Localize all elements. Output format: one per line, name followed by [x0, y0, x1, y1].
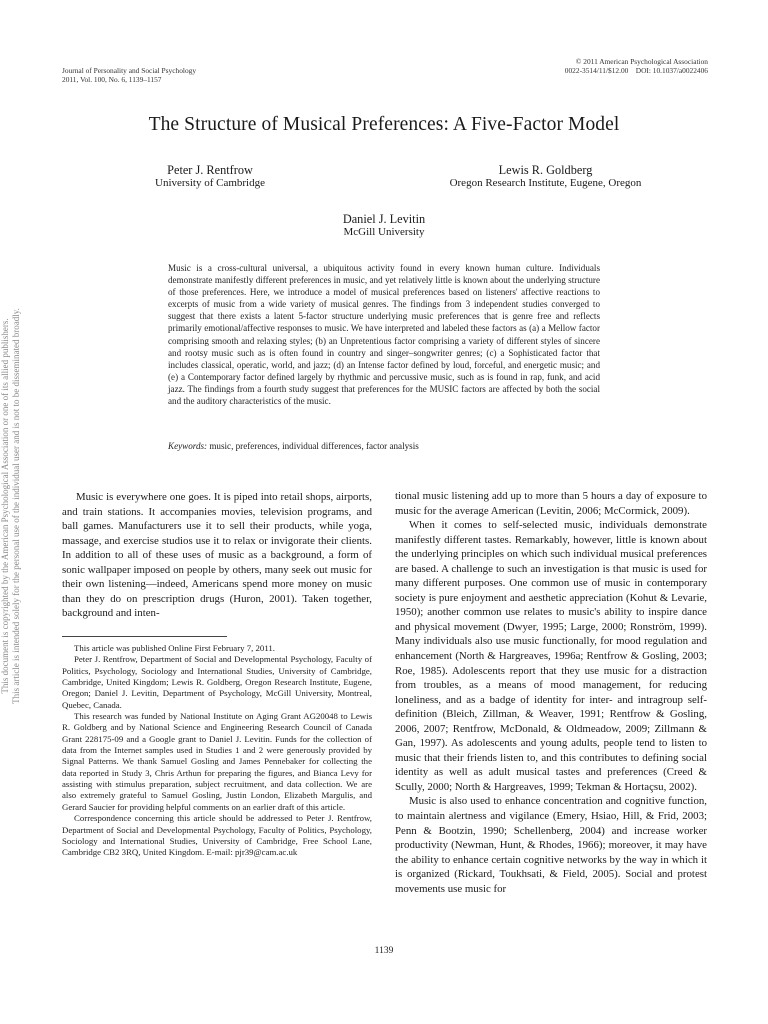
footnote-funding: This research was funded by National Institute on Aging Grant AG20048 to Lewis R. Goldberg and by National Science and Engineering Research Council of Canada Grant 228175-09 and a Google grant to Daniel J. Levitin. Funds for the collection of data from the Internet samples used in Studies 1 and 2 were generously provided by Signal Patterns. We thank Samuel Gosling and James Pennebaker for collecting the data reported in Study 3, Chris Arthun for preparing the figures, and Bianca Levy for assisting with stimulus preparation, subject recruitment, and data collection. We are also extremely grateful to Samuel Gosling, Justin London, Elizabeth Margulis, and Gerard Saucier for providing helpful comments on an earlier draft of this article.	[62, 711, 372, 812]
author-block-3	[284, 212, 484, 239]
footnote-affiliations: Peter J. Rentfrow, Department of Social and Developmental Psychology, Faculty of Politics, Psychology, Sociology and International Studies, University of Cambridge, Cambridge, United Kingdom; Lewis R. Goldberg, Oregon Research Institute, Eugene, Oregon; Daniel J. Levitin, Department of Psychology, McGill University, Montreal, Quebec, Canada.	[62, 654, 372, 710]
page-number: 1139	[374, 946, 394, 956]
author-name: Peter J. Rentfrow	[167, 163, 253, 177]
copyright-line: © 2011 American Psychological Association	[575, 57, 708, 66]
author-block-1	[110, 163, 310, 190]
footnote-divider	[62, 636, 227, 637]
body-paragraph: tional music listening add up to more than 5 hours a day of exposure to music for the average American (Levitin, 2006; McCormick, 2009).	[395, 490, 707, 517]
keywords-text: music, preferences, individual differences, factor analysis	[209, 441, 419, 451]
abstract: Music is a cross-cultural universal, a ubiquitous activity found in every known human culture. Individuals demonstrate manifestly different preferences in music, and yet relatively little is known about the underlying structure of those preferences. Here, we introduce a model of musical preferences based on listeners' affective reactions to excerpts of music from a wide variety of musical genres. The findings from 3 independent studies converged to suggest that there exists a latent 5-factor structure underlying music preferences that is genre free and reflects primarily emotional/affective responses to music. We have interpreted and labeled these factors as (a) a Mellow factor comprising smooth and relaxing styles; (b) an Unpretentious factor comprising a variety of different styles of sincere and rootsy music such as is often found in country and singer–songwriter genres; (c) a Sophisticated factor that includes classical, operatic, world, and jazz; (d) an Intense factor defined by loud, forceful, and energetic music; and (e) a Contemporary factor defined largely by rhythmic and percussive music, such as is found in rap, funk, and acid jazz. The findings from a fourth study suggest that preferences for the MUSIC factors are affected by both the social and the auditory characteristics of the music.	[168, 263, 600, 407]
copyright-header	[565, 57, 708, 75]
author-block-2	[408, 163, 683, 190]
keywords	[168, 440, 600, 452]
body-paragraph: Music is everywhere one goes. It is piped into retail shops, airports, and train stations. It accompanies movies, television programs, and ball games. Manufacturers use it to sell their products, while yoga, massage, and exercise studios use it to relax or invigorate their clients. In addition to all of these uses of music as a background, a form of sonic wallpaper imposed on people by others, many seek out music for their own listening—indeed, Americans spend more money on music than they do on prescription drugs (Huron, 2001). Taken together, background and inten-	[62, 491, 372, 620]
journal-header	[62, 66, 196, 84]
author-affiliation: McGill University	[343, 226, 425, 238]
body-right-column	[395, 489, 707, 896]
watermark-line-2: This article is intended solely for the personal use of the individual user and is not to be disseminated broadly.	[11, 308, 21, 704]
body-paragraph: When it comes to self-selected music, individuals demonstrate manifestly different tastes. Remarkably, however, little is known about the underlying principles on which such individual musical preferences are based. A challenge to such an investigation is that music is used for many different purposes. One common use of music in contemporary society is pure enjoyment and aesthetic appreciation (Kohut & Levarie, 1950); another common use relates to music's ability to inspire dance and physical movement (Dwyer, 1995; Large, 2000; Ronström, 1999). Many individuals also use music functionally, for mood regulation and enhancement (North & Hargreaves, 1996a; Rentfrow & Gosling, 2003; Roe, 1985). Adolescents report that they use music for a distraction from troubles, as a means of mood management, for reducing loneliness, and as a badge of identity for inter- and intragroup self-definition (Bleich, Zillman, & Weaver, 1991; Rentfrow & Gosling, 2006, 2007; Rentfrow, McDonald, & Oldmeadow, 2009; Zillmann & Gan, 1997). As adolescents and young adults, people tend to listen to music that their friends listen to, and this contributes to defining social identity as well as adult musical tastes and preferences (Creed & Scully, 2000; North & Hargreaves, 1999; Tekman & Hortaçsu, 2002).	[395, 519, 707, 793]
footnote-correspondence: Correspondence concerning this article should be addressed to Peter J. Rentfrow, Department of Social and Developmental Psychology, Faculty of Politics, Psychology, Sociology and International Studies, University of Cambridge, Free School Lane, Cambridge CB2 3RQ, United Kingdom. E-mail: pjr39@cam.ac.uk	[62, 813, 372, 858]
author-affiliation: Oregon Research Institute, Eugene, Oregon	[449, 177, 642, 189]
author-affiliation: University of Cambridge	[155, 177, 265, 189]
article-title: The Structure of Musical Preferences: A Five-Factor Model	[148, 114, 620, 135]
issn-doi-line: 0022-3514/11/$12.00 DOI: 10.1037/a0022406	[564, 66, 708, 75]
author-name: Lewis R. Goldberg	[498, 163, 593, 177]
journal-name: Journal of Personality and Social Psychology	[62, 66, 197, 75]
footnote-online-date: This article was published Online First February 7, 2011.	[74, 643, 275, 653]
watermark-line-1: This document is copyrighted by the American Psychological Association or one of its allied publishers.	[0, 318, 10, 694]
body-left-column	[62, 490, 372, 621]
volume-info: 2011, Vol. 100, No. 6, 1139–1157	[62, 75, 162, 84]
keywords-label: Keywords:	[168, 441, 208, 451]
author-name: Daniel J. Levitin	[342, 212, 426, 226]
copyright-watermark	[0, 156, 24, 856]
footnotes	[62, 643, 372, 859]
body-paragraph: Music is also used to enhance concentration and cognitive function, to maintain alertness and vigilance (Emery, Hsiao, Hill, & Frid, 2003; Penn & Bootzin, 1990; Schellenberg, 2004) and increase worker productivity (Newman, Hunt, & Rhodes, 1966); moreover, it may have the ability to enhance certain cognitive networks by the way in which it is organized (Rickard, Toukhsati, & Field, 2005). Social and protest movements use music for	[395, 795, 707, 895]
